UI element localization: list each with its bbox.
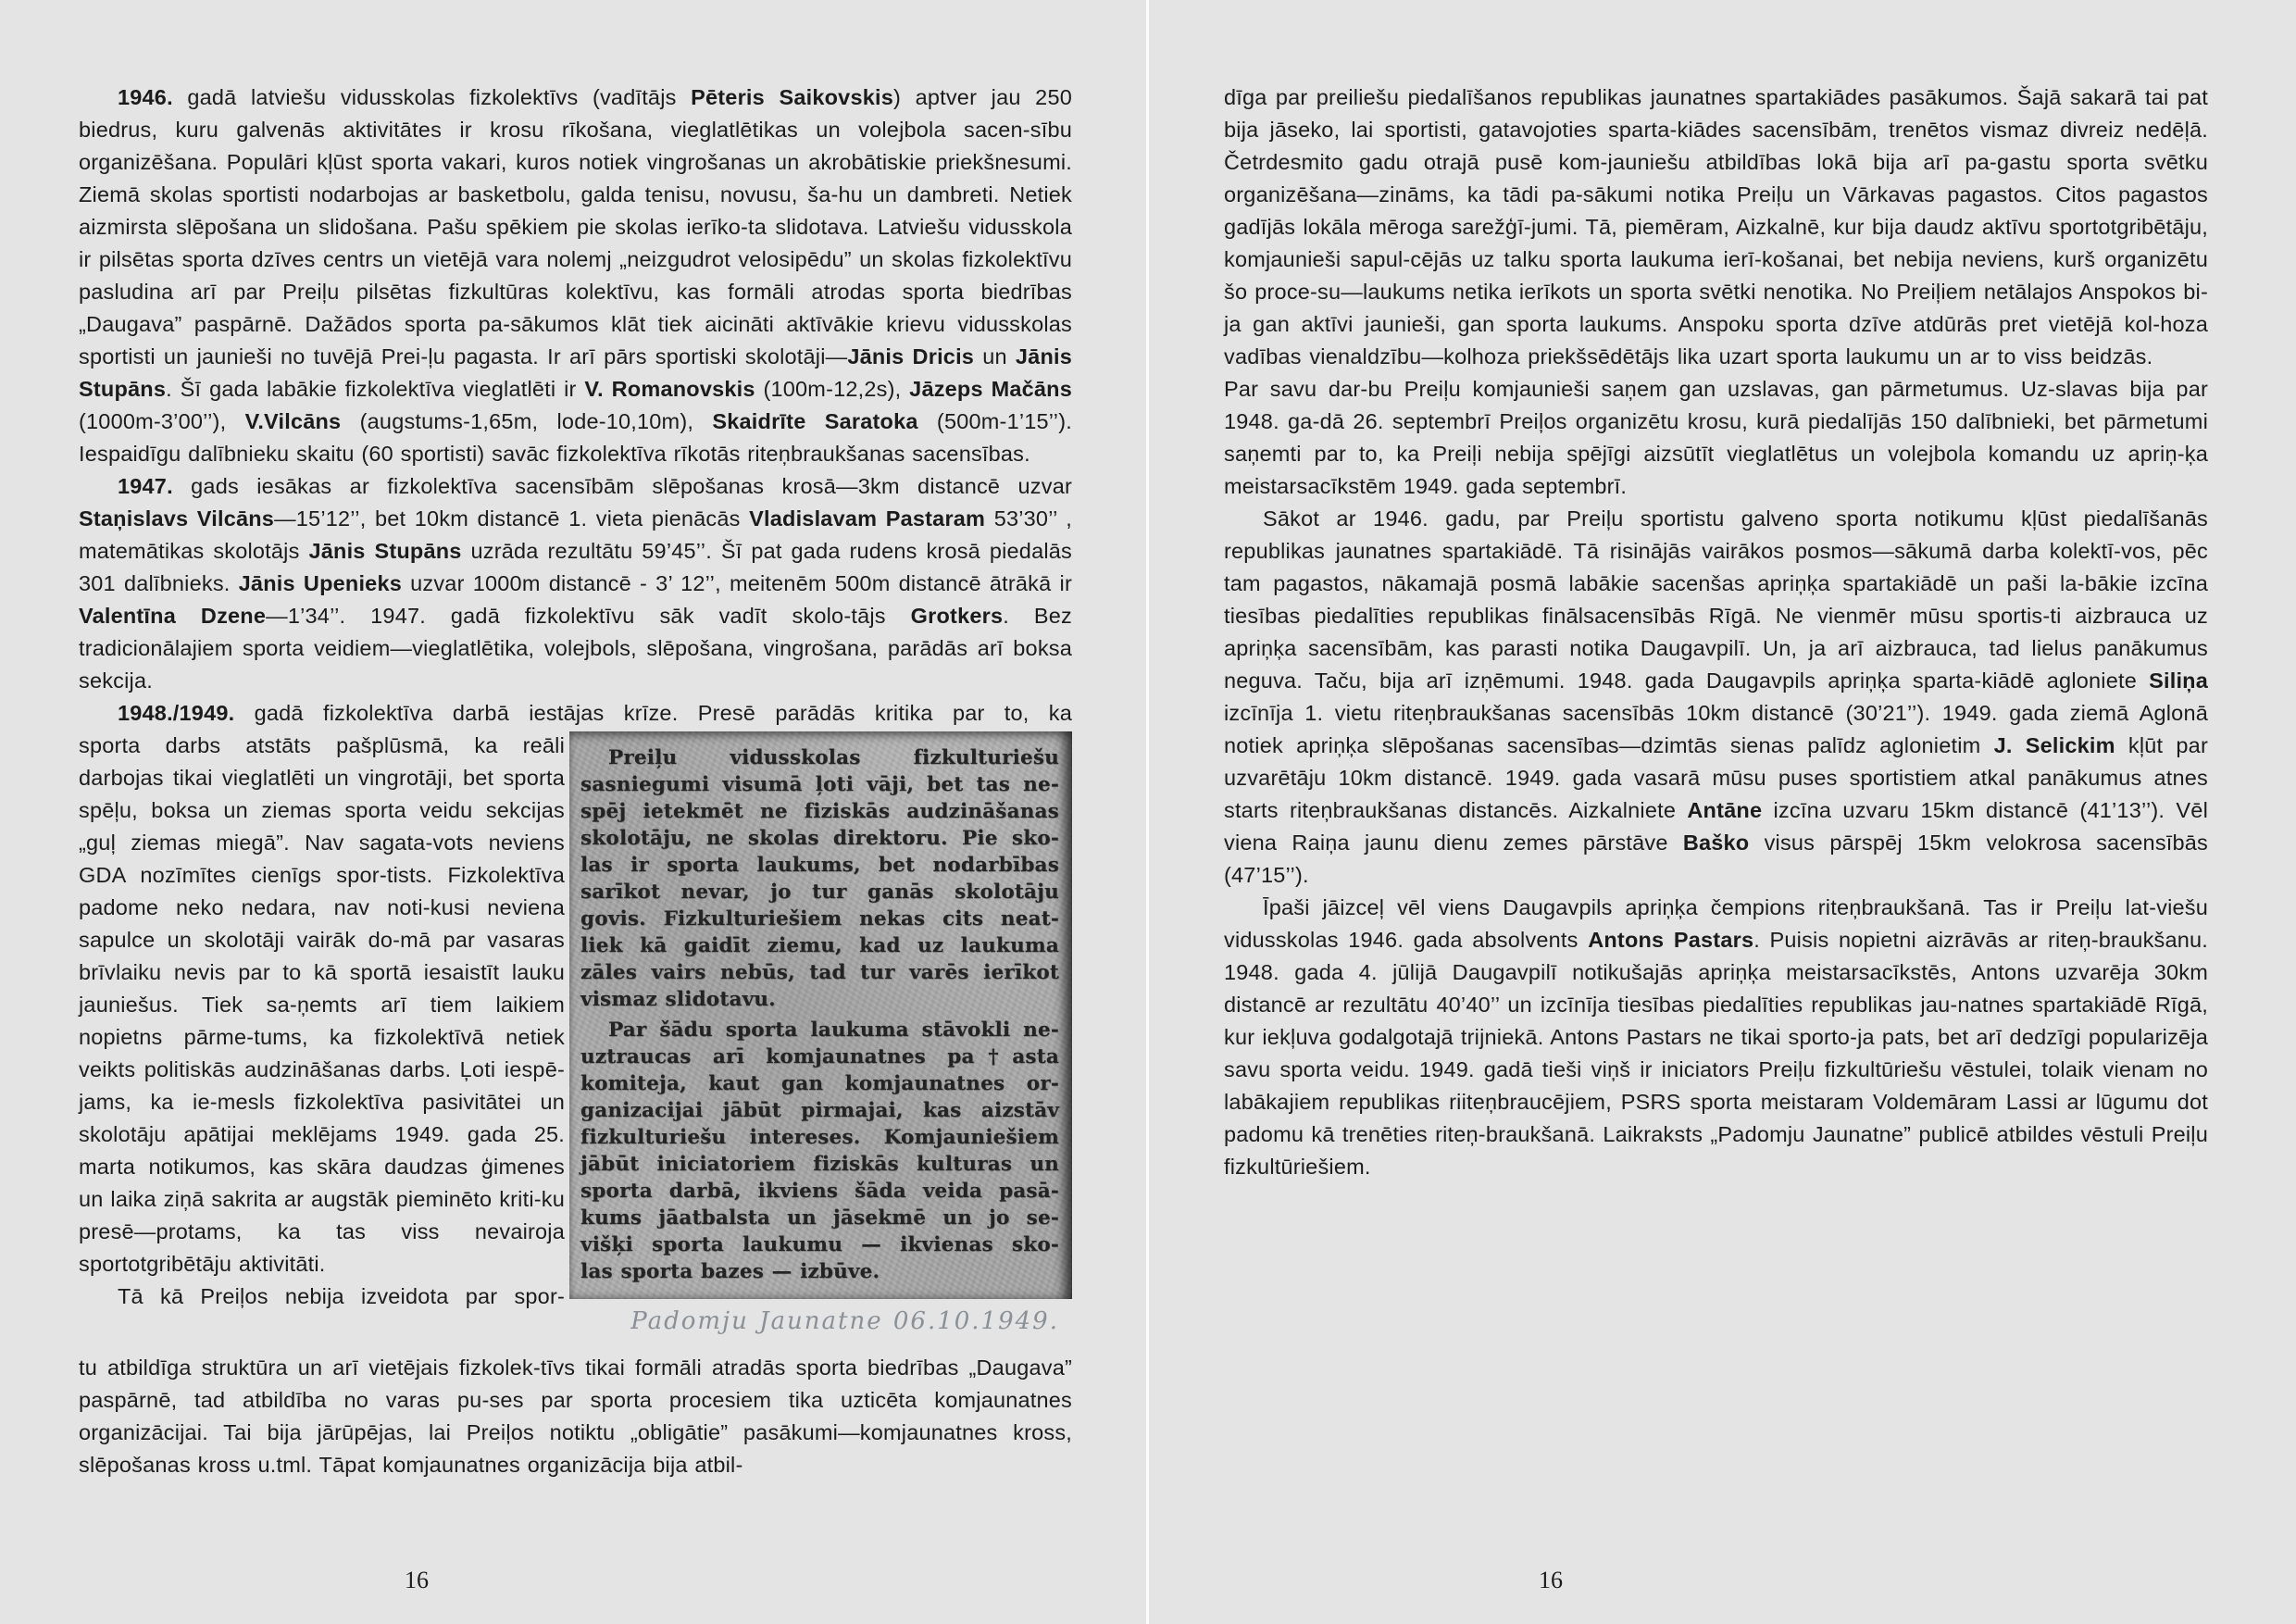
- paragraph-taka-first-line: Tā kā Preiļos nebija izveidota par spor-: [118, 1284, 565, 1308]
- paragraph-sakot-1946: Sākot ar 1946. gadu, par Preiļu sportistu galveno sporta notikumu kļūst piedalīšanās republikas jaunatnes spartakiādē. Tā risinājās vairākos posmos—sākumā darba kolektī-vos, pēc tam pagastos, nākamajā posmā labākie sacenšas apriņķa spartakiādē un paši la-bākie izcīna tiesības piedalīties republikas finālsacensībās Rīgā. Ne vienmēr mūsu sportis-ti aizbrauca uz apriņķa sacensībām, kas parasti notika Daugavpilī. Un, ja arī aizbrauca, tad lielus panākumus neguva. Taču, bija arī izņēmumi. 1948. gada Daugavpils apriņķa sparta-kiādē agloniete Siliņa izcīnīja 1. vietu riteņbraukšanas sacensībās 10km distancē (30’21’’). 1949. gada ziemā Aglonā notiek apriņķa slēpošanas sacensības—dzimtās sienas palīdz aglonietim J. Selickim kļūt par uzvarētāju 10km distancē. 1949. gada vasarā mūsu puses sportistiem atkal panākumus atnes starts riteņbraukšanas distancēs. Aizkalniete Antāne izcīna uzvaru 15km distancē (41’13’’). Vēl viena Raiņa jaunu dienu zemes pārstāve Baško visus pārspēj 15km velokrosa sacensībās (47’15’’).: [1224, 506, 2208, 887]
- right-page: [1224, 81, 2208, 1183]
- clipping-line: govis. Fizkulturiešiem nekas cits neat-: [580, 907, 1059, 931]
- clipping-line: sporta darbā, ikviens šāda veida pasā-: [580, 1180, 1059, 1203]
- newspaper-clipping: [569, 731, 1072, 1299]
- clipping-line: vismaz slidotavu.: [580, 988, 776, 1011]
- text-wrap-zone: [79, 730, 1072, 1352]
- clipping-line: uztraucas arī komjaunatnes pa†asta: [580, 1045, 1059, 1068]
- clipping-line: fizkulturiešu intereses. Komjauniešiem: [580, 1126, 1059, 1149]
- paragraph-1948-body: sporta darbs atstāts pašplūsmā, ka reāli darbojas tikai vieglatlēti un vingrotāji, bet sporta spēļu, boksa un ziemas sporta veidu sekcijas „guļ ziemas miegā”. Nav sagata-vots neviens GDA nozīmītes cienīgs spor-tists. Fizkolektīva padome neko nedara, nav noti-kusi neviena sapulce un skolotāji vairāk do-mā par vasaras brīvlaiku nevis par to kā sportā iesaistīt lauku jauniešus. Tiek sa-ņemts arī tiem laikiem nopietns pārme-tums, ka fizkolektīvā netiek veikts politiskās audzināšanas darbs. Ļoti iespē-jams, ka ie-mesls fizkolektīva pasivitātei un skolotāju apātijai meklējams 1949. gada 25. marta notikumos, kas skāra daudzas ģimenes un laika ziņā sakrita ar augstāk pieminēto kriti-ku presē—protams, ka tas viss nevairoja sportotgribētāju aktivitāti.: [79, 733, 565, 1276]
- clipping-line: ganizacijai jābūt pirmajai, kas aizstāv: [580, 1099, 1059, 1122]
- clipping-paragraph-2: [580, 1017, 1059, 1285]
- page-number-right: 16: [1539, 1567, 1563, 1593]
- clipping-line: sasniegumi visumā ļoti vāji, bet tas ne-: [580, 773, 1059, 796]
- page-divider: [1146, 0, 1149, 1624]
- paragraph-continuation: dīga par preiliešu piedalīšanos republikas jaunatnes spartakiādes pasākumos. Šajā sakarā tai pat bija jāseko, lai sportisti, gatavojoties sparta-kiādes sacensībām, trenētos vismaz divreiz nedēļā. Četrdesmito gadu otrajā pusē kom-jauniešu atbildības lokā bija arī pa-gastu sporta svētku organizēšana—zināms, ka tādi pa-sākumi notika Preiļu un Vārkavas pagastos. Citos pagastos gadījās lokāla mēroga sarežģī-jumi. Tā, piemēram, Aizkalnē, kur bija daudz aktīvu sportotgribētāju, komjaunieši sapul-cējās uz talku sporta laukuma ierī-košanai, bet nebija neviens, kurš organizētu šo proce-su—laukums netika ierīkots un sporta svētki nenotika. No Preiļiem netālajos Anspokos bi-ja gan aktīvi jaunieši, gan sporta laukums. Anspoku sporta dzīve atdūrās pret vietējā kol-hoza vadības vienaldzību—kolhoza priekšsēdētājs lika uzart sporta laukumu un ar to viss beidzās. Par savu dar-bu Preiļu komjaunieši saņem gan uzslavas, gan pārmetumus. Uz-slavas bija par 1948. ga-dā 26. septembrī Preiļos organizētu krosu, kurā piedalījās 150 dalībnieki, bet pārmetumi saņemti par to, ka Preiļi nebija spējīgi aizsūtīt vieglatlētus un volejbola komandu uz apriņ-ķa meistarsacīkstēm 1949. gada septembrī.: [1224, 85, 2208, 498]
- clipping-line: skolotāju, ne skolas direktoru. Pie sko-: [580, 827, 1059, 850]
- clipping-caption: Padomju Jaunatne 06.10.1949.: [630, 1307, 1059, 1335]
- paragraph-1947: 1947. gads iesākas ar fizkolektīva sacensībām slēpošanas krosā—3km distancē uzvar Staņislavs Vilcāns—15’12’’, bet 10km distancē 1. vieta pienācās Vladislavam Pastaram 53’30’’ , matemātikas skolotājs Jānis Stupāns uzrāda rezultātu 59’45’’. Šī pat gada rudens krosā piedalās 301 dalībnieks. Jānis Upenieks uzvar 1000m distancē - 3’ 12’’, meitenēm 500m distancē ātrākā ir Valentīna Dzene—1’34’’. 1947. gadā fizkolektīvu sāk vadīt skolo-tājs Grotkers. Bez tradicionālajiem sporta veidiem—vieglatlētika, volejbols, slēpošana, vingrošana, parādās arī boksa sekcija.: [79, 474, 1072, 693]
- clipping-line: liek kā gaidīt ziemu, kad uz laukuma: [580, 934, 1059, 957]
- page-number-left: 16: [405, 1567, 429, 1593]
- narrow-text-column: [79, 730, 565, 1313]
- clipping-line: jābūt iniciatoriem fiziskās kulturas un: [580, 1153, 1059, 1176]
- clipping-line: spēj ietekmēt ne fiziskās audzināšanas: [580, 800, 1059, 823]
- paragraph-taka-rest: tu atbildīga struktūra un arī vietējais fizkolek-tīvs tikai formāli atradās sporta biedrības „Daugava” paspārnē, tad atbildība no varas pu-ses par sporta procesiem tika uzticēta komjaunatnes organizācijai. Tai bija jārūpējas, lai Preiļos notiktu „obligātie” pasākumi—komjaunatnes kross, slēpošanas kross u.tml. Tāpat komjaunatnes organizācija bija atbil-: [79, 1355, 1072, 1477]
- clipping-line: zāles vairs nebūs, tad tur varēs ierīkot: [580, 961, 1059, 984]
- paragraph-1948-lead: 1948./1949. gadā fizkolektīva darbā iestājas krīze. Presē parādās kritika par to, ka: [118, 701, 1072, 725]
- clipping-line: Preiļu vidusskolas fizkulturiešu: [608, 746, 1059, 769]
- clipping-line: sarīkot nevar, jo tur ganās skolotāju: [580, 881, 1059, 904]
- clipping-line: komiteja, kaut gan komjaunatnes or-: [580, 1072, 1059, 1095]
- clipping-line: las sporta bazes — izbūve.: [580, 1260, 880, 1283]
- clipping-line: kums jāatbalsta un jāsekmē un jo se-: [580, 1206, 1059, 1230]
- newspaper-clipping-figure: [569, 731, 1072, 1338]
- clipping-line: višķi sporta laukumu — ikvienas sko-: [580, 1233, 1059, 1256]
- clipping-paragraph-1: [580, 744, 1059, 1013]
- left-page: [79, 81, 1072, 1481]
- clipping-line: las ir sporta laukums, bet nodarbības: [580, 854, 1059, 877]
- clipping-line: Par šādu sporta laukuma stāvokli ne-: [608, 1018, 1059, 1042]
- paragraph-1946: 1946. gadā latviešu vidusskolas fizkolektīvs (vadītājs Pēteris Saikovskis) aptver jau 250 biedrus, kuru galvenās aktivitātes ir krosu rīkošana, vieglatlētikas un volejbola sacen-sību organizēšana. Populāri kļūst sporta vakari, kuros notiek vingrošanas un akrobātiskie priekšnesumi. Ziemā skolas sportisti nodarbojas ar basketbolu, galda tenisu, novusu, ša-hu un dambreti. Netiek aizmirsta slēpošana un slidošana. Pašu spēkiem pie skolas ierīko-ta slidotava. Latviešu vidusskola ir pilsētas sporta dzīves centrs un vietējā vara nolemj „neizgudrot velosipēdu” un skolas fizkolektīvu pasludina arī par Preiļu pilsētas fizkultūras kolektīvu, kas formāli atrodas sporta biedrības „Daugava” paspārnē. Dažādos sporta pa-sākumos klāt tiek aicināti aktīvākie krievu vidusskolas sportisti un jaunieši no tuvējā Prei-ļu pagasta. Ir arī pārs sportiski skolotāji—Jānis Dricis un Jānis Stupāns. Šī gada labākie fizkolektīva vieglatlēti ir V. Romanovskis (100m-12,2s), Jāzeps Mačāns (1000m-3’00’’), V.Vilcāns (augstums-1,65m, lode-10,10m), Skaidrīte Saratoka (500m-1’15’’). Iespaidīgu dalībnieku skaitu (60 sportisti) savāc fizkolektīva rīkotās riteņbraukšanas sacensības.: [79, 85, 1072, 466]
- paragraph-ipasi-jaizcel: Īpaši jāizceļ vēl viens Daugavpils apriņķa čempions riteņbraukšanā. Tas ir Preiļu lat-viešu vidusskolas 1946. gada absolvents Antons Pastars. Puisis nopietni aizrāvās ar riteņ-braukšanu. 1948. gada 4. jūlijā Daugavpilī notikušajās apriņķa meistarsacīkstēs, Antons uzvarēja 30km distancē ar rezultātu 40’40’’ un izcīnīja tiesības piedalīties republikas jau-natnes spartakiādē Rīgā, kur iekļuva godalgotajā trijniekā. Antons Pastars ne tikai sporto-ja pats, bet arī dedzīgi popularizēja savu sporta veidu. 1949. gadā tieši viņš ir iniciators Preiļu fizkultūriešu vēstulei, tolaik vienam no labākajiem republikas riiteņbraucējiem, PSRS sporta meistaram Voldemāram Lassi ar lūgumu dot padomu kā trenēties riteņ-braukšanā. Laikraksts „Padomju Jaunatne” publicē atbildes vēstuli Preiļu fizkultūriešiem.: [1224, 895, 2209, 1179]
